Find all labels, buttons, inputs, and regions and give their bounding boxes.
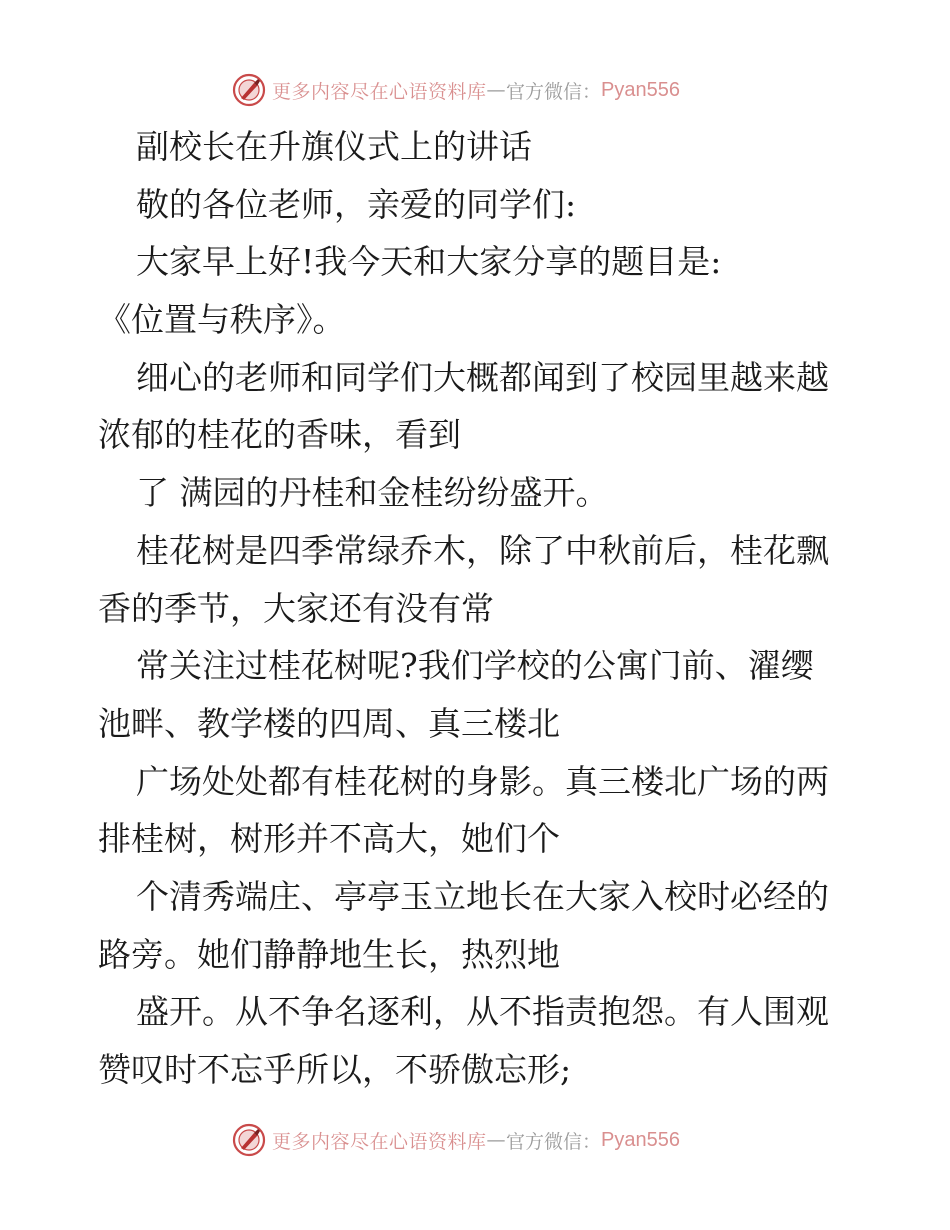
text-line: 个清秀端庄、亭亭玉立地长在大家入校时必经的 (136, 876, 829, 916)
text-line: 排桂树，树形并不高大，她们个 (98, 819, 560, 859)
pen-logo-icon (232, 1123, 266, 1157)
watermark-account-id: Pyan556 (601, 78, 680, 101)
text-line: 《位置与秩序》。 (98, 300, 346, 340)
watermark-dash: — (486, 79, 507, 101)
text-line: 大家早上好!我今天和大家分享的题目是: (136, 242, 722, 282)
text-line: 赞叹时不忘乎所以，不骄傲忘形; (98, 1050, 572, 1089)
text-line: 池畔、教学楼的四周、真三楼北 (98, 703, 560, 743)
text-line: 路旁。她们静静地生长，热烈地 (98, 934, 560, 974)
text-line: 常关注过桂花树呢?我们学校的公寓门前、濯缨 (136, 646, 814, 686)
document-body (98, 118, 858, 1099)
watermark-dash: — (486, 1129, 507, 1151)
watermark-text: 更多内容尽在心语资料库 (272, 80, 487, 103)
text-line: 桂花树是四季常绿乔木，除了中秋前后，桂花飘 (136, 530, 829, 570)
text-line: 敬的各位老师，亲爱的同学们: (136, 184, 577, 224)
text-line: 细心的老师和同学们大概都闻到了校园里越来越 (136, 357, 829, 397)
watermark-account-label: 官方微信： (506, 80, 602, 103)
text-line: 盛开。从不争名逐利，从不指责抱怨。有人围观 (136, 992, 829, 1032)
pen-logo-icon (232, 73, 266, 107)
header-watermark (232, 72, 680, 108)
watermark-text: 更多内容尽在心语资料库 (272, 1130, 487, 1153)
watermark-account-id: Pyan556 (601, 1128, 680, 1151)
text-line: 广场处处都有桂花树的身影。真三楼北广场的两 (136, 761, 829, 801)
document-title: 副校长在升旗仪式上的讲话 (136, 127, 532, 166)
text-line: 了 满园的丹桂和金桂纷纷盛开。 (136, 473, 609, 513)
watermark-account-label: 官方微信： (506, 1130, 602, 1153)
text-line: 香的季节，大家还有没有常 (98, 588, 494, 628)
footer-watermark (232, 1122, 680, 1158)
text-line: 浓郁的桂花的香味，看到 (98, 415, 461, 455)
